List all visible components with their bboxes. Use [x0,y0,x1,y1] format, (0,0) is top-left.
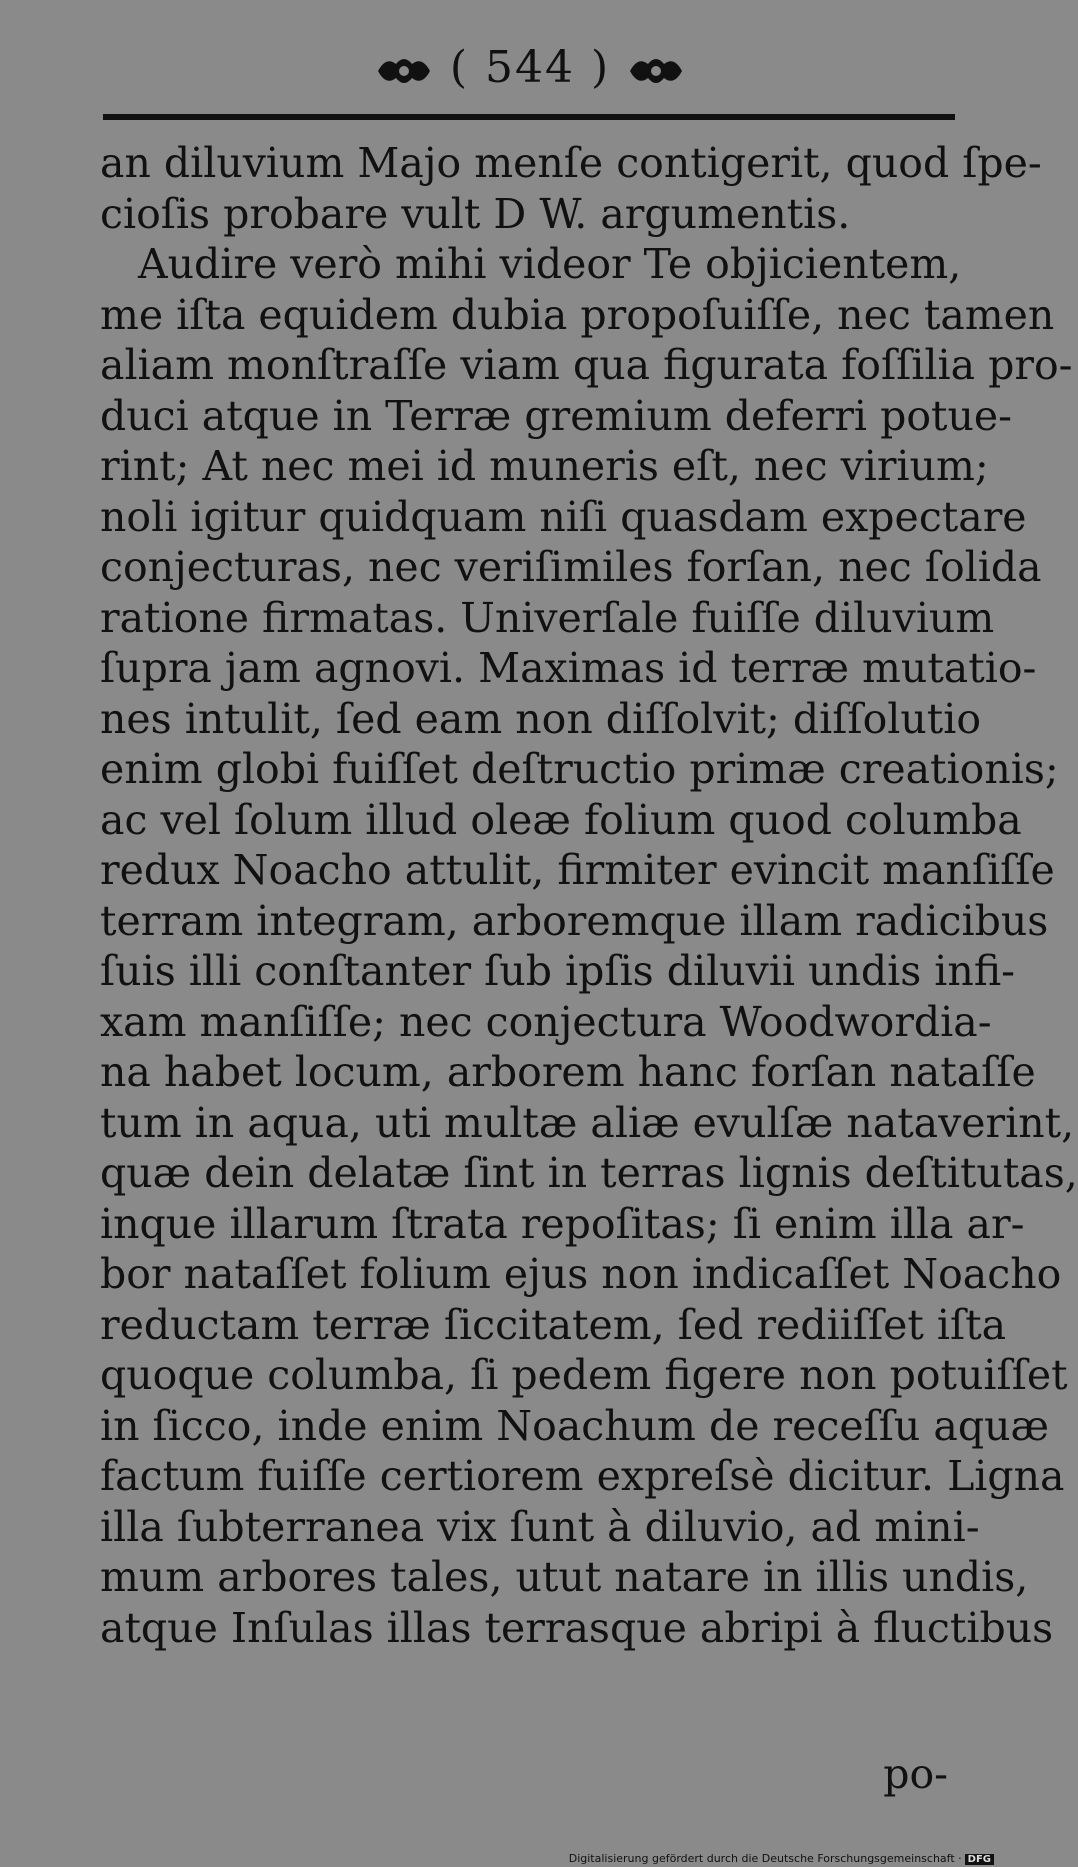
text-line: enim globi fuiſſet deſtructio primæ creationis; [100,745,1059,793]
page-header [100,42,960,112]
text-line: an diluvium Majo menſe contigerit, quod ſpe- [100,139,1042,187]
text-line: me iſta equidem dubia propoſuiſſe, nec tamen [100,290,1055,339]
text-line: mum arbores tales, utut natare in illis undis, [100,1553,1029,1601]
text-line: aliam monſtraſſe viam qua figurata foſſilia pro- [100,341,1073,389]
text-line: redux Noacho attulit, firmiter evincit manſiſſe [100,846,1055,894]
text-line: bor nataſſet folium ejus non indicaſſet Noacho [100,1250,1062,1298]
text-line: in ſicco, inde enim Noachum de receſſu aquæ [100,1401,1050,1450]
text-line: conjecturas, nec veriſimiles forſan, nec ſolida [100,543,1042,591]
text-line: ſuis illi conſtanter ſub ipſis diluvii undis infi- [100,947,1016,995]
right-ornament-icon [626,52,686,90]
text-line: illa ſubterranea vix ſunt à diluvio, ad mini- [100,1502,980,1551]
text-line: inque illarum ſtrata repoſitas; ſi enim illa ar- [100,1199,1025,1248]
header-rule [103,114,955,120]
catchword: po- [883,1750,948,1798]
text-line: na habet locum, arborem hanc forſan nataſſe [100,1048,1036,1096]
page-number: ( 544 ) [449,42,611,93]
text-line: Audire verò mihi videor Te objicientem, [138,240,962,288]
text-line: atque Inſulas illas terrasque abripi à fluctibus [100,1603,1054,1652]
text-line: nes intulit, ſed eam non diſſolvit; diſſolutio [100,694,982,743]
text-line: terram integram, arboremque illam radicibus [100,896,1049,945]
text-line: quæ dein delatæ ſint in terras lignis deſtitutas, [100,1149,1078,1197]
text-line: quoque columba, ſi pedem figere non potuiſſet [100,1351,1068,1399]
text-line: ac vel ſolum illud oleæ folium quod columba [100,795,1022,844]
text-line: factum fuiſſe certiorem expreſsè dicitur. Ligna [100,1452,1065,1500]
footer-credit [569,1852,994,1865]
dfg-logo: DFG [965,1854,994,1865]
text-line: cioſis probare vult D W. argumentis. [100,189,851,238]
body-text [100,138,1078,1653]
text-line: ratione firmatas. Univerſale fuiſſe diluvium [100,593,995,642]
footer-text: Digitalisierung gefördert durch die Deutsche Forschungsgemeinschaft · [568,1852,962,1865]
text-line: rint; At nec mei id muneris eſt, nec virium; [100,442,989,490]
left-ornament-icon [374,52,434,90]
text-line: duci atque in Terræ gremium deferri potue- [100,391,1013,440]
text-line: noli igitur quidquam niſi quasdam expectare [100,492,1027,541]
text-line: reductam terræ ſiccitatem, ſed rediiſſet iſta [100,1300,1007,1349]
text-line: xam manſiſſe; nec conjectura Woodwordia- [100,997,992,1046]
text-line: tum in aqua, uti multæ aliæ evulſæ nataverint, [100,1098,1075,1147]
text-line: ſupra jam agnovi. Maximas id terræ mutatio- [100,644,1037,692]
